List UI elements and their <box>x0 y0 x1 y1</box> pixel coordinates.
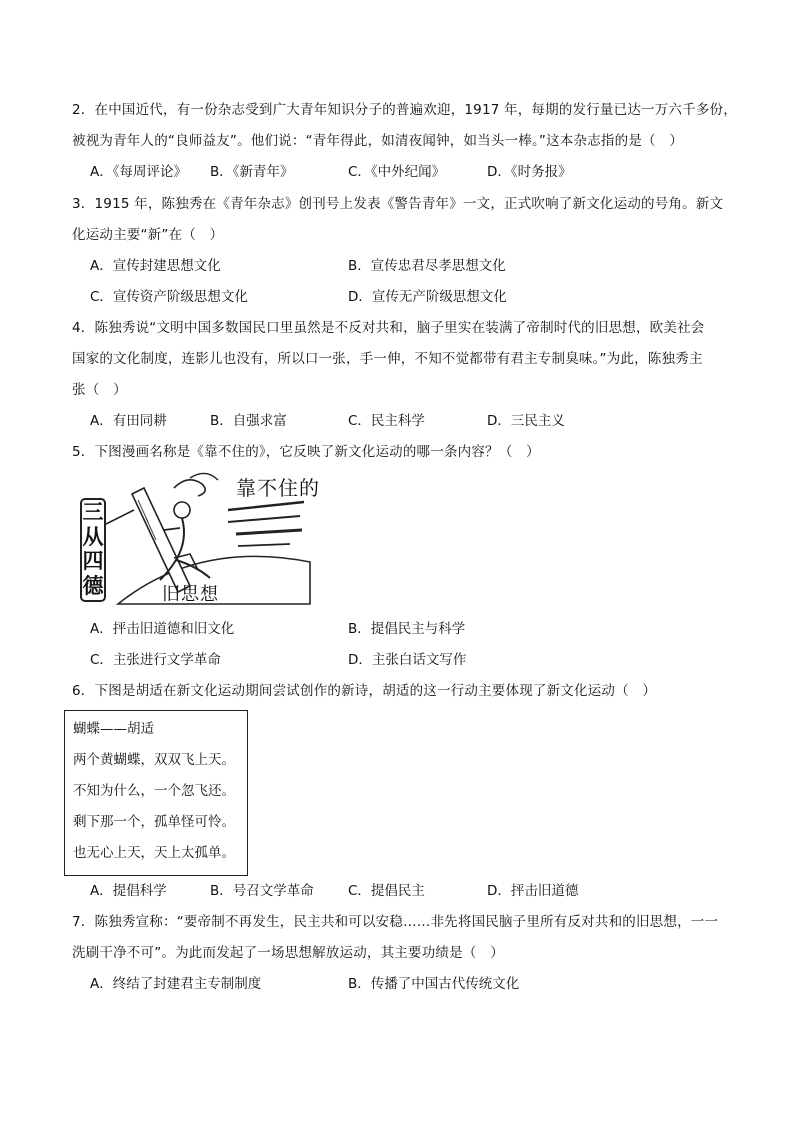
q5-option-a: A．抨击旧道德和旧文化 <box>90 621 235 637</box>
q7-stem-line-1: 7．陈独秀宣称：“要帝制不再发生，民主共和可以安稳……非先将国民脑子里所有反对共和的旧思想，一一 <box>72 914 719 930</box>
q4-option-b: B．自强求富 <box>210 413 287 429</box>
q3-stem-line-2: 化运动主要“新”在（ ） <box>72 227 224 243</box>
q2-stem-line-2: 被视为青年人的“良师益友”。他们说：“青年得此，如清夜闻钟，如当头一棒。”这本杂志指的是（ ） <box>72 133 684 149</box>
q7-stem-line-2: 洗刷干净不可”。为此而发起了一场思想解放运动，其主要功绩是（ ） <box>72 945 504 961</box>
q2-option-a: A．《每周评论》 <box>90 164 187 180</box>
poem-line: 不知为什么，一个忽飞还。 <box>73 783 235 799</box>
label-char: 三 <box>82 499 104 524</box>
q6-option-b: B．号召文学革命 <box>210 883 314 899</box>
cartoon-kaobuzhu <box>78 470 320 606</box>
cartoon-caption-old-thought: 旧思想 <box>162 584 219 605</box>
q6-option-d: D．抨击旧道德 <box>487 883 579 899</box>
q4-option-c: C．民主科学 <box>348 413 425 429</box>
cartoon-title: 靠不住的 <box>236 476 320 500</box>
q6-stem-line-1: 6．下图是胡适在新文化运动期间尝试创作的新诗，胡适的这一行动主要体现了新文化运动（ ） <box>72 683 657 699</box>
q3-stem-line-1: 3．1915 年，陈独秀在《青年杂志》创刊号上发表《警告青年》一文，正式吹响了新文化运动的号角。新文 <box>72 196 724 212</box>
q5-option-d: D．主张白话文写作 <box>348 652 467 668</box>
q5-option-c: C．主张进行文学革命 <box>90 652 221 668</box>
q2-stem-line-1: 2．在中国近代，有一份杂志受到广大青年知识分子的普遍欢迎，1917 年，每期的发行量已达一万六千多份， <box>72 102 737 118</box>
label-char: 从 <box>82 523 104 549</box>
poem-box <box>64 710 248 876</box>
q7-option-b: B．传播了中国古代传统文化 <box>348 976 520 992</box>
q4-stem-line-3: 张（ ） <box>72 382 127 398</box>
q6-option-c: C．提倡民主 <box>348 883 425 899</box>
q2-option-c: C．《中外纪闻》 <box>348 164 446 180</box>
q2-option-b: B．《新青年》 <box>210 164 294 180</box>
q3-option-d: D．宣传无产阶级思想文化 <box>348 289 507 305</box>
q4-stem-line-1: 4．陈独秀说“文明中国多数国民口里虽然是不反对共和，脑子里实在装满了帝制时代的旧思想，欧美社会 <box>72 320 705 336</box>
label-char: 四 <box>82 548 104 573</box>
poem-line: 剩下那一个，孤单怪可怜。 <box>73 814 235 830</box>
q4-option-a: A．有田同耕 <box>90 413 167 429</box>
poem-title: 蝴蝶——胡适 <box>73 721 154 737</box>
q7-option-a: A．终结了封建君主专制制度 <box>90 976 262 992</box>
label-sancong-side <box>80 498 106 602</box>
q4-stem-line-2: 国家的文化制度，连影儿也没有，所以口一张，手一伸，不知不觉都带有君主专制臭味。”为此，陈独秀主 <box>72 351 703 367</box>
q5-option-b: B．提倡民主与科学 <box>348 621 466 637</box>
q3-option-a: A．宣传封建思想文化 <box>90 258 221 274</box>
q6-option-a: A．提倡科学 <box>90 883 167 899</box>
poem-line: 也无心上天，天上太孤单。 <box>73 845 235 861</box>
q2-option-d: D．《时务报》 <box>487 164 572 180</box>
q3-option-b: B．宣传忠君尽孝思想文化 <box>348 258 506 274</box>
label-char: 德 <box>82 572 104 598</box>
q3-option-c: C．宣传资产阶级思想文化 <box>90 289 248 305</box>
q4-option-d: D．三民主义 <box>487 413 565 429</box>
poem-line: 两个黄蝴蝶，双双飞上天。 <box>73 752 235 768</box>
q5-stem-line-1: 5．下图漫画名称是《靠不住的》，它反映了新文化运动的哪一条内容？（ ） <box>72 444 540 460</box>
